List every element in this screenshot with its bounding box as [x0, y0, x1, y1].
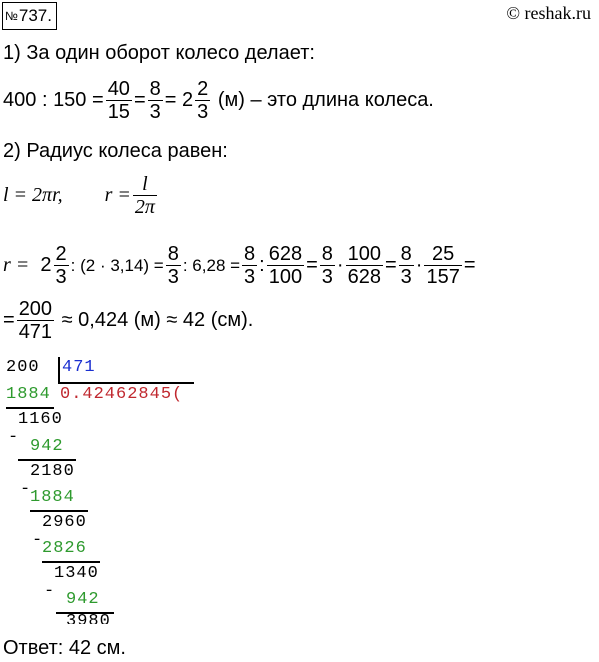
step2-line2 — [3, 298, 253, 343]
numerator: 40 — [107, 78, 130, 100]
minus-sign: - — [44, 582, 56, 601]
numerator: 25 — [424, 243, 461, 266]
equals-sign: = — [306, 254, 318, 276]
numerator: 100 — [347, 243, 381, 265]
equals-sign: = — [133, 89, 146, 111]
fraction — [267, 243, 304, 288]
denominator: 3 — [149, 101, 161, 123]
minus-sign: - — [8, 428, 20, 447]
problem-number-badge — [2, 2, 57, 30]
denominator: 471 — [18, 321, 53, 343]
div-horizontal-bar — [58, 382, 194, 384]
denominator: 3 — [400, 266, 412, 288]
fraction — [133, 173, 157, 218]
numerator: 8 — [244, 243, 256, 265]
div-rem-1: 1160 — [18, 410, 63, 429]
equals-sign: = — [463, 254, 476, 276]
equals-sign: = — [3, 309, 15, 331]
step2-formulas — [3, 173, 159, 218]
denominator: 3 — [55, 266, 67, 288]
equals-sign: = — [384, 254, 397, 276]
fraction — [346, 243, 383, 288]
fraction — [242, 243, 257, 288]
denominator: 3 — [244, 266, 256, 288]
div-line — [30, 510, 88, 512]
div-rem-3: 2960 — [42, 513, 87, 532]
number-sign: № — [5, 9, 18, 23]
denominator: 15 — [107, 101, 130, 123]
divisor: 150 — [53, 89, 87, 111]
denominator: 100 — [268, 266, 303, 288]
expr-part: : (2 · 3,14) = — [70, 255, 164, 275]
colon: : — [41, 89, 48, 111]
div-rem-2: 2180 — [30, 462, 75, 481]
div-vertical-bar — [58, 357, 60, 383]
equals-sign: = — [164, 89, 177, 111]
div-line — [6, 407, 54, 409]
div-dividend: 200 — [6, 358, 40, 377]
div-rem-4: 1340 — [54, 564, 99, 583]
denominator: 3 — [321, 266, 333, 288]
denominator: 157 — [426, 266, 460, 288]
fraction — [166, 243, 181, 288]
colon: : — [259, 254, 265, 276]
div-rem-5-clip — [56, 614, 136, 624]
fraction — [424, 243, 461, 288]
numerator: 8 — [321, 243, 333, 265]
div-quotient: 0.42462845( — [60, 385, 184, 404]
denominator: 3 — [167, 266, 179, 288]
step2-title: 2) Радиус колеса равен: — [3, 140, 228, 162]
numerator: 2 — [197, 78, 209, 100]
dot: · — [415, 254, 423, 276]
dividend: 400 — [3, 89, 37, 111]
div-sub-1: 1884 — [6, 385, 51, 404]
numerator: 200 — [18, 298, 53, 320]
div-line — [42, 561, 100, 563]
fraction — [54, 243, 69, 288]
numerator: 8 — [149, 78, 161, 100]
formula-radius-lhs: r = — [104, 184, 131, 206]
step1-equation — [3, 78, 434, 123]
div-sub-4: 2826 — [42, 539, 87, 558]
mixed-integer: 2 — [182, 89, 194, 111]
radius-lhs: r = — [3, 254, 30, 276]
answer: Ответ: 42 см. — [3, 637, 126, 659]
div-line — [18, 459, 76, 461]
fraction — [195, 78, 210, 123]
div-sub-3: 1884 — [30, 488, 75, 507]
numerator: 628 — [268, 243, 303, 265]
step2-line1 — [3, 243, 476, 288]
numerator: 8 — [400, 243, 412, 265]
div-divisor: 471 — [62, 358, 96, 377]
numerator: l — [133, 173, 157, 196]
div-sub-2: 942 — [30, 437, 64, 456]
dot: · — [336, 254, 344, 276]
formula-length: l = 2πr, — [3, 184, 63, 206]
div-sub-5: 942 — [66, 590, 100, 609]
numerator: 2 — [55, 243, 67, 265]
step1-title: 1) За один оборот колесо делает: — [3, 42, 315, 64]
denominator: 628 — [347, 266, 381, 288]
minus-sign: - — [20, 480, 32, 499]
problem-number: 737. — [18, 6, 52, 25]
denominator: 3 — [197, 101, 209, 123]
fraction — [148, 78, 163, 123]
div-rem-5: 3980 — [66, 614, 111, 624]
fraction — [17, 298, 54, 343]
fraction — [320, 243, 335, 288]
result-approx: ≈ 0,424 (м) ≈ 42 (см). — [61, 309, 254, 331]
minus-sign: - — [32, 531, 44, 550]
expr-part: : 6,28 = — [182, 255, 241, 275]
mixed-integer: 2 — [40, 254, 52, 276]
denominator: 2π — [134, 196, 155, 218]
fraction — [106, 78, 132, 123]
fraction — [399, 243, 414, 288]
equals-sign: = — [92, 89, 104, 111]
numerator: 8 — [167, 243, 179, 265]
watermark: © reshak.ru — [506, 3, 591, 23]
step1-tail: (м) – это длина колеса. — [217, 89, 434, 111]
